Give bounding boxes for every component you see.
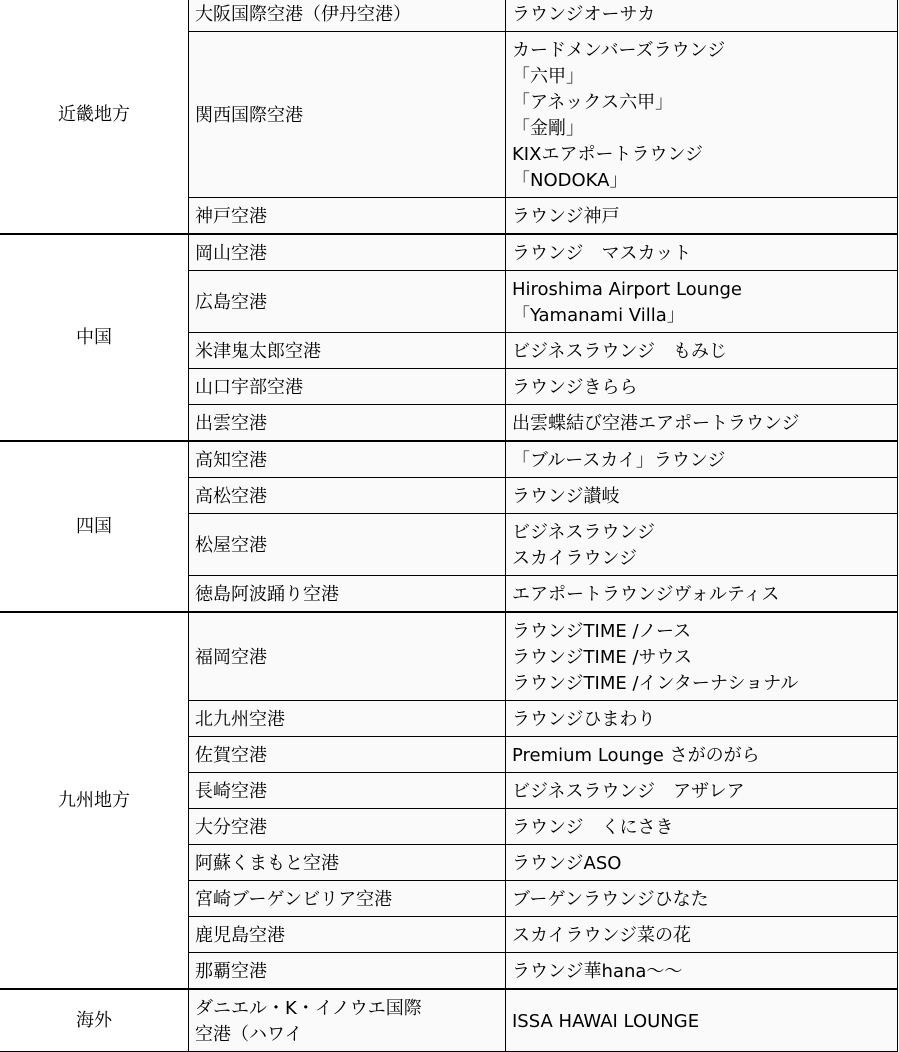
airport-name-line: 出雲空港	[195, 413, 267, 434]
lounge-name-cell	[506, 514, 898, 576]
lounge-name-line: Hiroshima Airport Lounge	[512, 279, 743, 300]
airport-name-line: 佐賀空港	[195, 745, 267, 766]
airport-name-line: 長崎空港	[195, 781, 267, 802]
lounge-name-cell	[506, 441, 898, 478]
airport-name-cell	[189, 809, 506, 845]
lounge-name-cell	[506, 32, 898, 198]
lounge-name-line: 「六甲」	[512, 66, 584, 87]
lounge-name-line: 「Yamanami Villa」	[512, 305, 685, 326]
lounge-name-line: 「金剛」	[512, 118, 584, 139]
lounge-name-line: ブーゲンラウンジひなた	[512, 889, 709, 910]
airport-name-line: 高知空港	[195, 450, 267, 471]
lounge-name-cell	[506, 701, 898, 737]
lounge-name-cell	[506, 773, 898, 809]
airport-name-line: 大阪国際空港（伊丹空港）	[195, 4, 411, 25]
lounge-name-line: ラウンジTIME /ノース	[512, 621, 692, 642]
airport-name-line: 大分空港	[195, 817, 267, 838]
airport-name-cell	[189, 333, 506, 369]
airport-name-line: 徳島阿波踊り空港	[195, 584, 339, 605]
lounge-name-cell	[506, 271, 898, 333]
airport-name-cell	[189, 405, 506, 442]
airport-name-line: 北九州空港	[195, 709, 285, 730]
airport-name-cell	[189, 701, 506, 737]
airport-name-cell	[189, 441, 506, 478]
lounge-name-line: KIXエアポートラウンジ	[512, 144, 703, 165]
table-row	[0, 989, 898, 1052]
lounge-name-cell	[506, 405, 898, 442]
lounge-name-cell	[506, 198, 898, 235]
airport-name-cell	[189, 478, 506, 514]
airport-name-cell	[189, 989, 506, 1052]
lounge-name-line: ラウンジひまわり	[512, 709, 656, 730]
region-cell: 九州地方	[0, 612, 189, 989]
lounge-name-cell	[506, 809, 898, 845]
airport-name-line: 関西国際空港	[195, 105, 303, 126]
airport-name-line: 空港（ハワイ	[195, 1024, 303, 1045]
lounge-name-line: ラウンジきらら	[512, 377, 638, 398]
airport-name-line: 松屋空港	[195, 535, 267, 556]
airport-name-line: 宮崎ブーゲンビリア空港	[195, 889, 393, 910]
lounge-name-line: Premium Lounge さがのがら	[512, 745, 760, 766]
lounge-name-line: ラウンジ マスカット	[512, 243, 692, 264]
lounge-name-line: 「アネックス六甲」	[512, 92, 674, 113]
airport-name-cell	[189, 271, 506, 333]
lounge-name-cell	[506, 333, 898, 369]
lounge-name-line: 「ブルースカイ」ラウンジ	[512, 450, 726, 471]
lounge-name-cell	[506, 989, 898, 1052]
lounge-name-cell	[506, 881, 898, 917]
airport-name-cell	[189, 845, 506, 881]
lounge-name-line: ラウンジTIME /サウス	[512, 647, 693, 668]
airport-name-line: 岡山空港	[195, 243, 267, 264]
airport-name-line: 神戸空港	[195, 206, 267, 227]
lounge-name-line: 「NODOKA」	[512, 170, 628, 191]
airport-name-line: 鹿児島空港	[195, 925, 285, 946]
region-cell: 近畿地方	[0, 0, 189, 234]
lounge-name-line: ラウンジTIME /インターナショナル	[512, 673, 799, 694]
airport-name-cell	[189, 369, 506, 405]
table-row	[0, 234, 898, 271]
airport-name-cell	[189, 32, 506, 198]
region-cell: 中国	[0, 234, 189, 441]
table-row	[0, 441, 898, 478]
table-row	[0, 612, 898, 701]
airport-name-line: 高松空港	[195, 486, 267, 507]
region-cell: 四国	[0, 441, 189, 612]
lounge-name-line: ラウンジ くにさき	[512, 817, 674, 838]
airport-name-cell	[189, 234, 506, 271]
lounge-name-cell	[506, 369, 898, 405]
airport-name-cell	[189, 198, 506, 235]
lounge-name-cell	[506, 478, 898, 514]
lounge-name-line: ラウンジ神戸	[512, 206, 620, 227]
region-cell: 海外	[0, 989, 189, 1052]
airport-name-line: 広島空港	[195, 292, 267, 313]
airport-name-line: 福岡空港	[195, 647, 267, 668]
lounge-name-cell	[506, 612, 898, 701]
lounge-name-line: ビジネスラウンジ アザレア	[512, 781, 745, 802]
airport-name-line: 山口宇部空港	[195, 377, 303, 398]
lounge-name-line: スカイラウンジ菜の花	[512, 925, 692, 946]
lounge-name-line: ビジネスラウンジ	[512, 522, 656, 543]
lounge-name-line: ラウンジオーサカ	[512, 4, 656, 25]
lounge-name-line: 出雲蝶結び空港エアポートラウンジ	[512, 413, 800, 434]
lounge-name-line: スカイラウンジ	[512, 548, 638, 569]
lounge-name-line: カードメンバーズラウンジ	[512, 40, 726, 61]
table-row	[0, 0, 898, 32]
lounge-name-line: ビジネスラウンジ もみじ	[512, 341, 728, 362]
airport-name-cell	[189, 773, 506, 809]
lounge-name-line: ラウンジ華hana〜〜	[512, 961, 683, 982]
airport-name-line: 那覇空港	[195, 961, 267, 982]
lounge-name-line: エアポートラウンジヴォルティス	[512, 584, 780, 605]
lounge-name-line: ラウンジ讃岐	[512, 486, 620, 507]
lounge-name-line: ISSA HAWAI LOUNGE	[512, 1011, 700, 1032]
airport-name-cell	[189, 917, 506, 953]
lounge-name-cell	[506, 0, 898, 32]
airport-name-line: 阿蘇くまもと空港	[195, 853, 339, 874]
airport-name-line: 米津鬼太郎空港	[195, 341, 321, 362]
lounge-name-cell	[506, 234, 898, 271]
airport-name-cell	[189, 0, 506, 32]
lounge-name-cell	[506, 737, 898, 773]
airport-name-cell	[189, 953, 506, 990]
lounge-name-cell	[506, 953, 898, 990]
lounge-name-cell	[506, 576, 898, 613]
airport-name-cell	[189, 881, 506, 917]
lounge-name-cell	[506, 917, 898, 953]
lounge-name-cell	[506, 845, 898, 881]
airport-name-cell	[189, 612, 506, 701]
airport-name-line: ダニエル・K・イノウエ国際	[195, 998, 422, 1019]
airport-name-cell	[189, 514, 506, 576]
airport-name-cell	[189, 576, 506, 613]
lounge-name-line: ラウンジASO	[512, 853, 622, 874]
airport-name-cell	[189, 737, 506, 773]
